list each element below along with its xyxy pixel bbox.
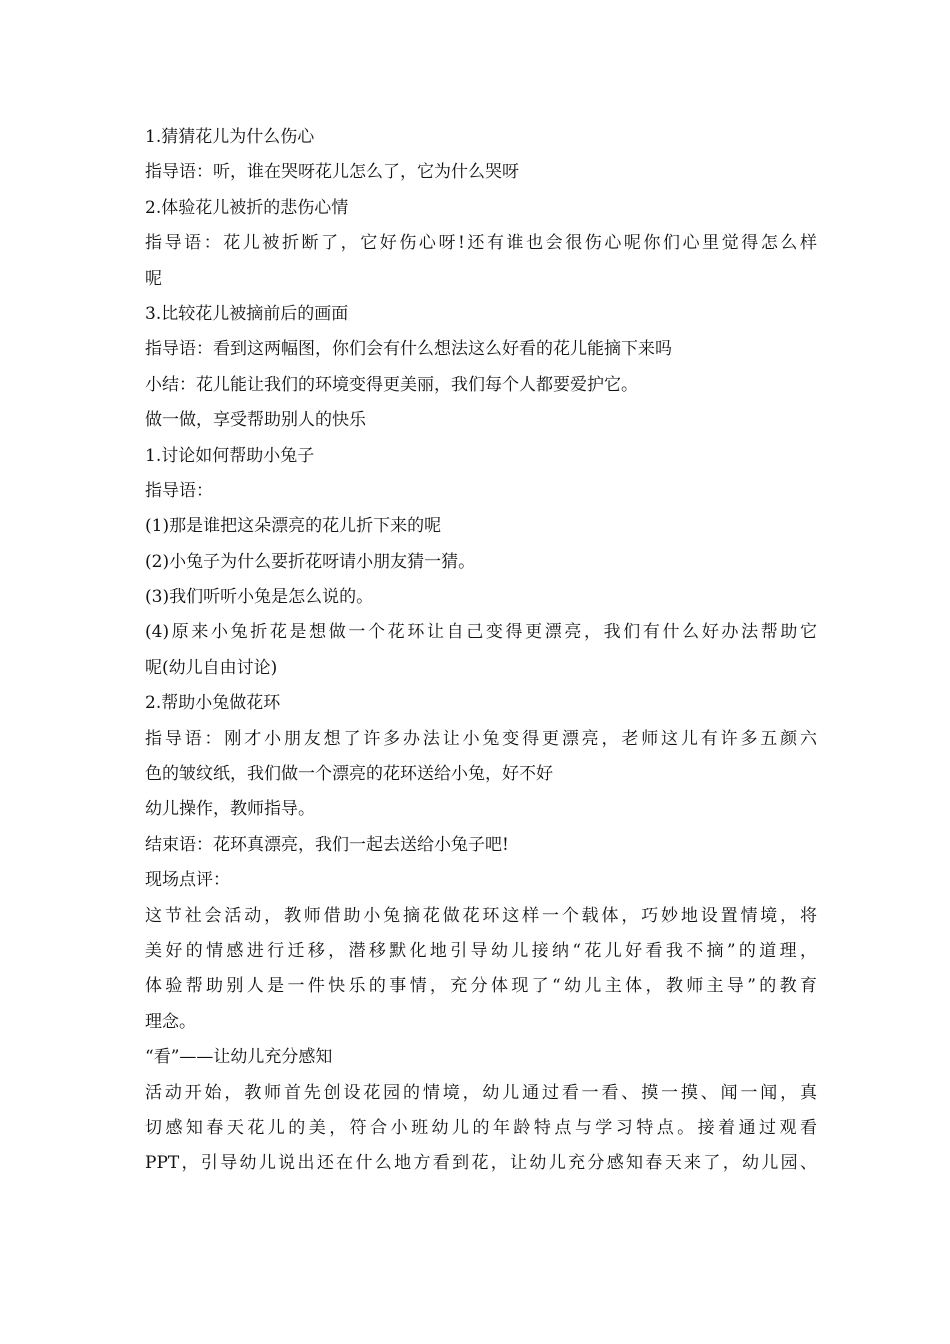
text-line: 1.讨论如何帮助小兔子 (145, 445, 315, 466)
text-line: 呢(幼儿自由讨论) (145, 657, 278, 678)
text-line: 指导语：看到这两幅图，你们会有什么想法这么好看的花儿能摘下来吗 (145, 339, 672, 360)
text-line: PPT，引导幼儿说出还在什么地方看到花，让幼儿充分感知春天来了，幼儿园、 (145, 1153, 817, 1174)
text-line: 活动开始，教师首先创设花园的情境，幼儿通过看一看、摸一摸、闻一闻，真 (145, 1082, 817, 1103)
text-line: 理念。 (145, 1011, 196, 1032)
text-line: 色的皱纹纸，我们做一个漂亮的花环送给小兔，好不好 (145, 764, 553, 785)
text-line: 这节社会活动，教师借助小兔摘花做花环这样一个载体，巧妙地设置情境，将 (145, 905, 817, 926)
text-line: (3)我们听听小兔是怎么说的。 (145, 587, 374, 608)
text-line: 指导语：刚才小朋友想了许多办法让小兔变得更漂亮，老师这儿有许多五颜六 (145, 728, 817, 749)
text-line: 幼儿操作，教师指导。 (145, 799, 315, 820)
text-line: 呢 (145, 268, 162, 289)
text-line: 现场点评： (145, 870, 230, 891)
text-line: “看”——让幼儿充分感知 (145, 1047, 333, 1068)
text-line: 切感知春天花儿的美，符合小班幼儿的年龄特点与学习特点。接着通过观看 (145, 1117, 817, 1138)
text-line: (1)那是谁把这朵漂亮的花儿折下来的呢 (145, 516, 442, 537)
text-line: 1.猜猜花儿为什么伤心 (145, 127, 315, 147)
text-line: 小结：花儿能让我们的环境变得更美丽，我们每个人都要爱护它。 (145, 374, 638, 395)
text-line: 2.体验花儿被折的悲伤心情 (145, 197, 349, 218)
text-line: 2.帮助小兔做花环 (145, 693, 281, 714)
text-line: 结束语：花环真漂亮，我们一起去送给小兔子吧! (145, 834, 509, 855)
text-line: 做一做，享受帮助别人的快乐 (145, 410, 366, 431)
text-line: (2)小兔子为什么要折花呀请小朋友猜一猜。 (145, 551, 476, 572)
text-line: 指导语：花儿被折断了，它好伤心呀!还有谁也会很伤心呢你们心里觉得怎么样 (145, 233, 817, 254)
text-line: 美好的情感进行迁移，潜移默化地引导幼儿接纳“花儿好看我不摘”的道理， (145, 940, 817, 961)
text-line: 体验帮助别人是一件快乐的事情，充分体现了“幼儿主体，教师主导”的教育 (145, 976, 817, 997)
text-line: 3.比较花儿被摘前后的画面 (145, 303, 349, 324)
text-line: (4)原来小兔折花是想做一个花环让自己变得更漂亮，我们有什么好办法帮助它 (145, 622, 817, 643)
document-body (145, 120, 817, 1182)
text-line: 指导语：听，谁在哭呀花儿怎么了，它为什么哭呀 (145, 162, 519, 183)
text-line: 指导语： (145, 480, 213, 501)
